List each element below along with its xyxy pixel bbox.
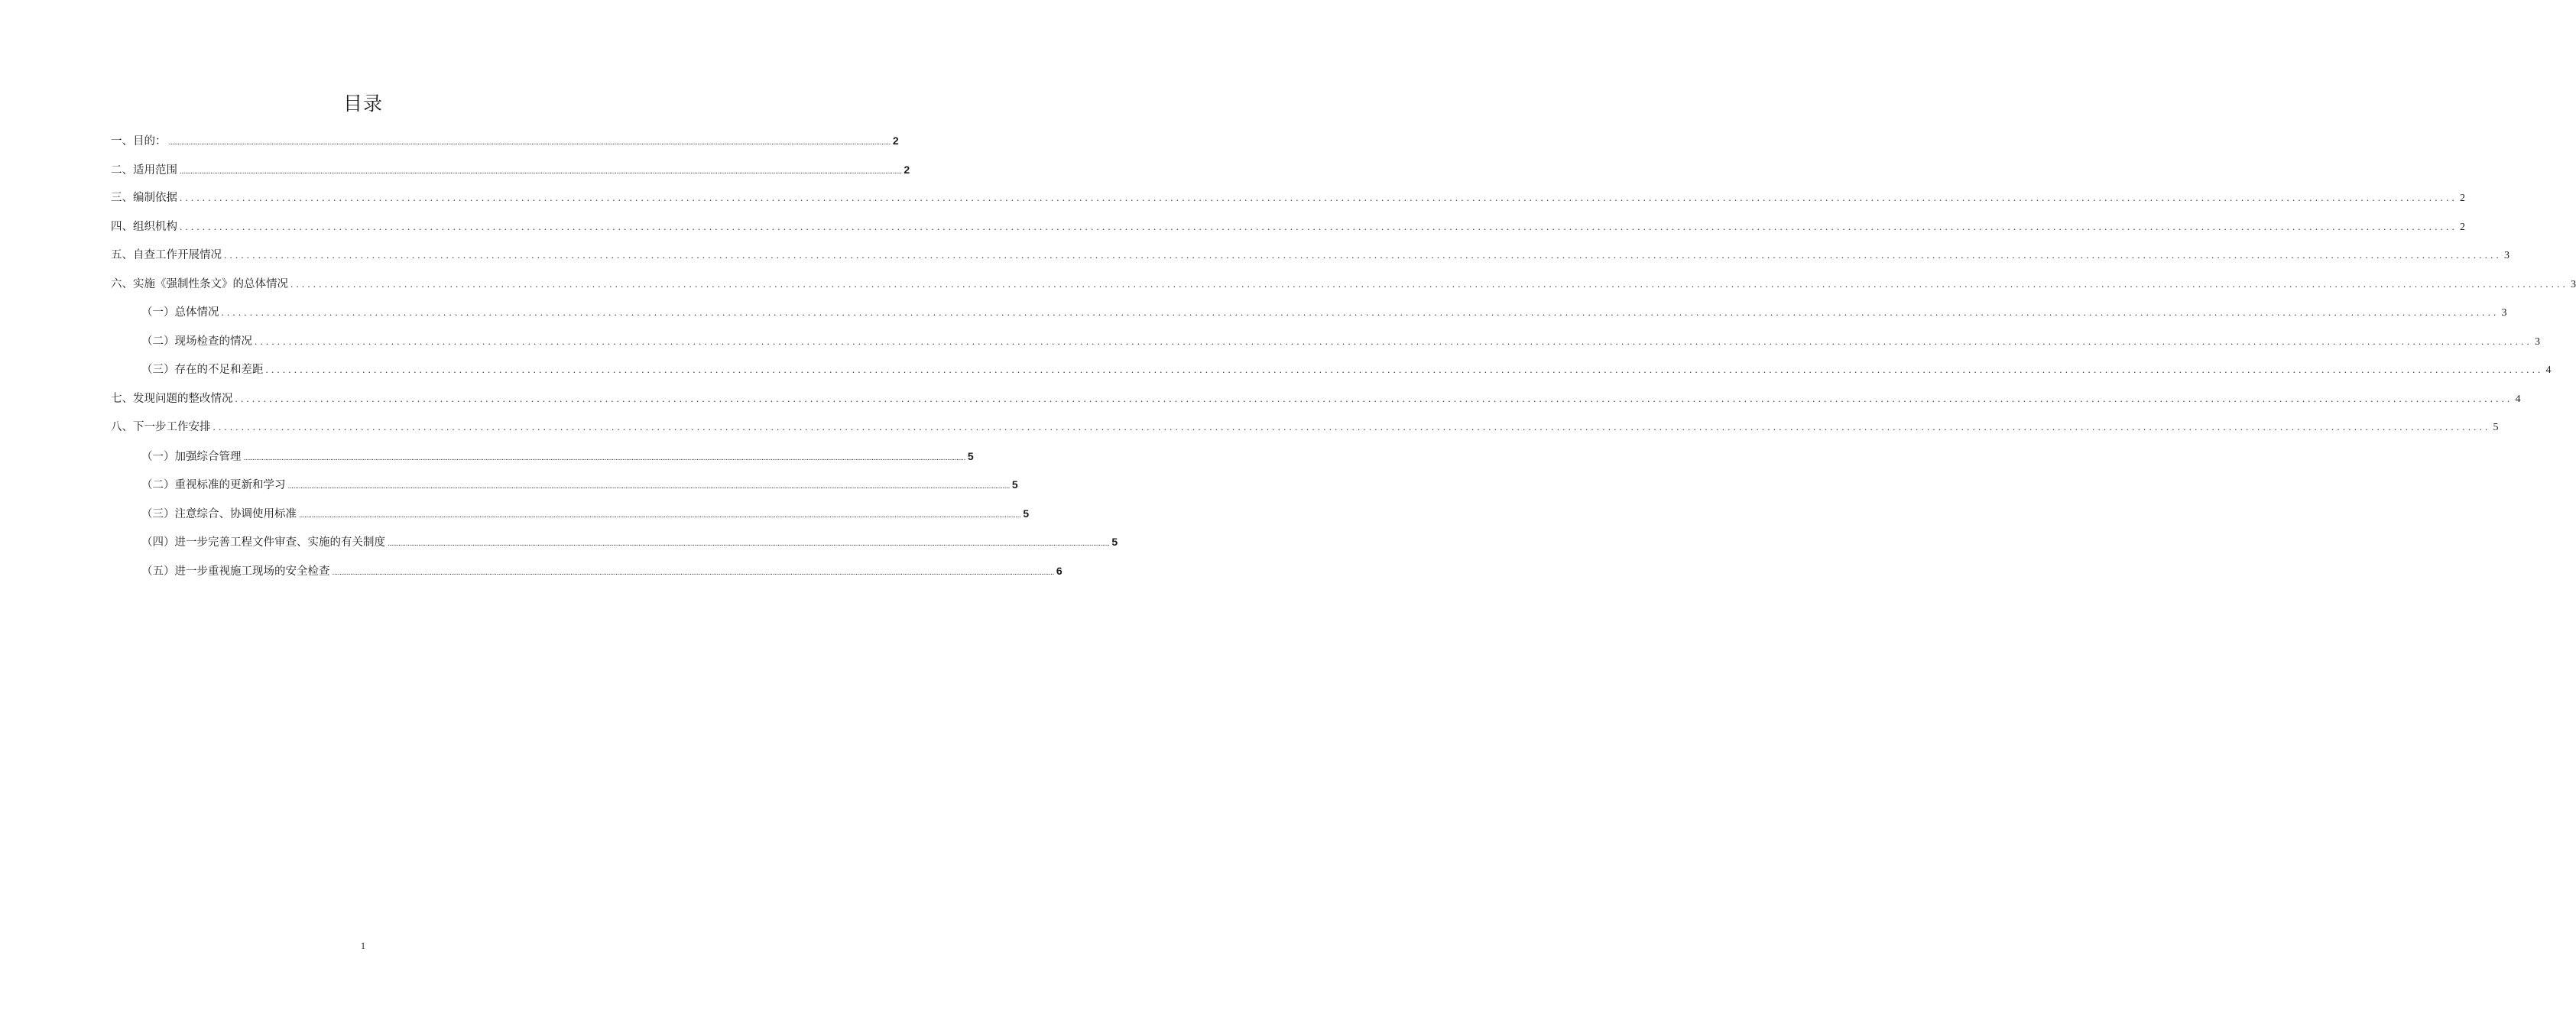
toc-entry[interactable] [111, 219, 2465, 235]
toc-dot-leader: ................................................................................................................................................................................................................................................................................................................................................................................................................ [287, 483, 1010, 491]
toc-entry-page: 5 [1011, 478, 1018, 491]
toc-entry-label: （五）进一步重视施工现场的安全检查 [141, 565, 330, 578]
toc-entry-page: 2 [904, 164, 910, 176]
toc-entry-page: 6 [1056, 565, 1063, 577]
toc-dot-leader: ................................................................................................................................................................................................................................................................................................................................................................................................................ [221, 306, 2500, 318]
toc-dot-leader: ................................................................................................................................................................................................................................................................................................................................................................................................................ [213, 421, 2491, 433]
toc-dot-leader: ................................................................................................................................................................................................................................................................................................................................................................................................................ [180, 221, 2458, 232]
toc-entry[interactable] [141, 304, 2507, 321]
toc-dot-leader: ................................................................................................................................................................................................................................................................................................................................................................................................................ [224, 249, 2502, 261]
toc-entry-label: （三）注意综合、协调使用标准 [141, 508, 297, 520]
toc-entry[interactable] [141, 562, 1063, 579]
toc-dot-leader: ................................................................................................................................................................................................................................................................................................................................................................................................................ [168, 139, 891, 147]
toc-entry-page: 2 [2460, 222, 2465, 233]
toc-dot-leader: ................................................................................................................................................................................................................................................................................................................................................................................................................ [265, 364, 2544, 375]
toc-dot-leader: ................................................................................................................................................................................................................................................................................................................................................................................................................ [180, 192, 2458, 203]
toc-entry[interactable] [111, 132, 899, 149]
toc-entry-page: 5 [967, 450, 974, 462]
toc-entry[interactable] [111, 276, 2576, 293]
toc-dot-leader: ................................................................................................................................................................................................................................................................................................................................................................................................................ [332, 569, 1054, 577]
toc-entry-label: 二、适用范围 [111, 164, 177, 177]
toc-entry[interactable] [141, 476, 1018, 493]
toc-entry[interactable] [111, 419, 2499, 436]
toc-entry-label: （三）存在的不足和差距 [141, 364, 264, 376]
toc-entry-label: 四、组织机构 [111, 221, 177, 233]
toc-entry-page: 5 [1023, 507, 1030, 520]
toc-entry-page: 4 [2545, 364, 2552, 376]
toc-entry-label: 六、实施《强制性条文》的总体情况 [111, 278, 288, 290]
toc-entry[interactable] [141, 448, 974, 465]
toc-entry-page: 3 [2571, 279, 2576, 290]
toc-dot-leader: ................................................................................................................................................................................................................................................................................................................................................................................................................ [180, 168, 902, 176]
toc-entry-page: 3 [2504, 250, 2509, 261]
toc-entry-label: （二）重视标准的更新和学习 [141, 479, 286, 491]
toc-entry-page: 3 [2535, 336, 2540, 348]
toc-entry-label: （一）总体情况 [141, 306, 219, 319]
toc-entry[interactable] [111, 247, 2509, 264]
toc-dot-leader: ................................................................................................................................................................................................................................................................................................................................................................................................................ [299, 512, 1021, 520]
toc-entry-label: 一、目的： [111, 135, 167, 147]
toc-entry[interactable] [141, 505, 1030, 522]
toc-entry-page: 2 [2460, 193, 2465, 204]
toc-entry-page: 5 [1111, 536, 1118, 548]
toc-entry[interactable] [141, 533, 1118, 550]
toc-dot-leader: ................................................................................................................................................................................................................................................................................................................................................................................................................ [255, 335, 2532, 347]
toc-entry-label: 七、发现问题的整改情况 [111, 393, 233, 405]
toc-entry-page: 4 [2515, 394, 2521, 405]
document-title: 目录 [342, 92, 383, 115]
toc-dot-leader: ................................................................................................................................................................................................................................................................................................................................................................................................................ [235, 393, 2513, 404]
toc-entry-label: 三、编制依据 [111, 192, 177, 204]
toc-entry-page: 3 [2501, 307, 2507, 319]
toc-entry[interactable] [141, 361, 2552, 378]
toc-entry-label: 八、下一步工作安排 [111, 421, 211, 433]
toc-entry-label: （四）进一步完善工程文件审查、实施的有关制度 [141, 536, 385, 549]
toc-entry[interactable] [141, 333, 2540, 350]
toc-entry-label: 五、自查工作开展情况 [111, 249, 222, 261]
toc-entry[interactable] [111, 190, 2465, 206]
toc-dot-leader: ................................................................................................................................................................................................................................................................................................................................................................................................................ [290, 278, 2568, 290]
toc-entry-page: 2 [892, 134, 899, 147]
toc-entry[interactable] [111, 390, 2521, 407]
page-number: 1 [360, 940, 366, 951]
toc-entry[interactable] [111, 161, 910, 178]
toc-entry-label: （一）加强综合管理 [141, 451, 242, 463]
toc-entry-page: 5 [2493, 422, 2499, 433]
toc-dot-leader: ................................................................................................................................................................................................................................................................................................................................................................................................................ [388, 540, 1110, 548]
toc-entry-label: （二）现场检查的情况 [141, 335, 252, 348]
toc-dot-leader: ................................................................................................................................................................................................................................................................................................................................................................................................................ [243, 455, 965, 462]
